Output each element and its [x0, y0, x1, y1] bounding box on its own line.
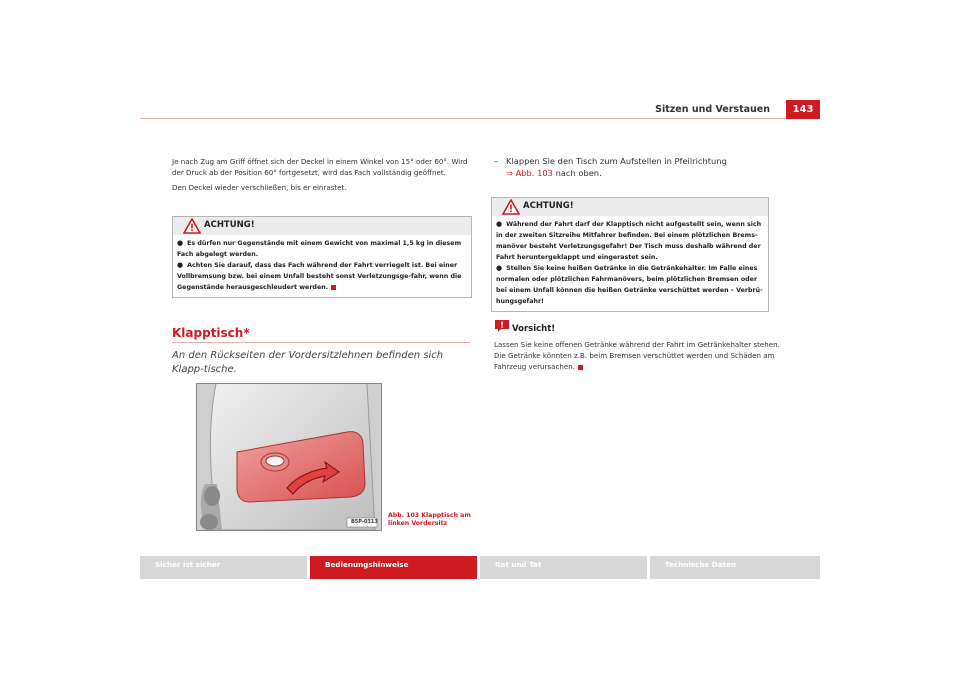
bullet-icon: ●: [177, 261, 184, 269]
warning-triangle-icon: [502, 199, 520, 215]
end-mark-icon: [331, 285, 336, 290]
section-title: Klapptisch*: [172, 326, 250, 340]
figure-code: B5P-0313: [351, 519, 378, 525]
warning-label: ACHTUNG!: [523, 201, 574, 211]
warning-item: ● Achten Sie darauf, dass das Fach während der Fahrt verriegelt ist. Bei einer Vollbremsung bzw. bei einem Unfall besteht sonst Verletzungsge-fahr, wenn die Gegenstände herausgeschleudert werden.: [177, 261, 462, 291]
intro-text: [172, 156, 470, 194]
figure-caption: Abb. 103 Klapptisch am linken Vordersitz: [388, 512, 471, 527]
warning-header: [173, 217, 471, 235]
bullet-icon: ●: [177, 239, 184, 247]
page-number: 143: [786, 100, 820, 119]
bullet-icon: ●: [496, 220, 503, 228]
warning-box: [172, 216, 472, 298]
section-rule: [172, 342, 470, 343]
instruction-step: [494, 155, 794, 179]
caution-label: Vorsicht!: [512, 324, 556, 334]
footer-tab-technik[interactable]: Technische Daten: [650, 556, 820, 579]
warning-box: [491, 197, 769, 312]
footer-tab-rat[interactable]: Rat und Tat: [480, 556, 647, 579]
section-intro: An den Rückseiten der Vordersitzlehnen befinden sich Klapp-tische.: [172, 350, 444, 375]
warning-triangle-icon: [183, 218, 201, 234]
header-rule: [140, 118, 820, 119]
warning-label: ACHTUNG!: [204, 220, 255, 230]
footer-tab-sicher[interactable]: Sicher ist sicher: [140, 556, 307, 579]
chapter-title: Sitzen und Verstauen: [655, 104, 770, 115]
figure-folding-table: [196, 383, 382, 531]
step-dash: –: [494, 156, 499, 166]
warning-item: ● Während der Fahrt darf der Klapptisch nicht aufgestellt sein, wenn sich in der zweiten Sitzreihe Mitfahrer befinden. Bei einem plötzlichen Brems-manöver besteht Verletzungsgefahr! Der Tisch muss deshalb während der Fahrt heruntergeklappt und eingerastet sein.: [496, 220, 762, 261]
paragraph: Je nach Zug am Griff öffnet sich der Deckel in einem Winkel von 15° oder 60°. Wird der Druck ab der Position 60° fortgesetzt, wird das Fach vollständig geöffnet.: [172, 157, 468, 178]
seat-table-illustration: [197, 384, 381, 530]
caution-text: Lassen Sie keine offenen Getränke während der Fahrt im Getränkehalter stehen. Die Getränke könnten z.B. beim Bremsen verschüttet werden und Schäden am Fahrzeug verursachen.: [494, 340, 780, 372]
step-text-tail: nach oben.: [555, 168, 602, 178]
end-mark-icon: [578, 365, 583, 370]
warning-item: ● Stellen Sie keine heißen Getränke in die Getränkehalter. Im Falle eines normalen oder plötzlichen Fahrmanövers, beim plötzlichen Bremsen oder bei einem Unfall können die heißen Getränke verschüttet werden – Verbrü-hungsgefahr!: [496, 264, 763, 305]
paragraph: Den Deckel wieder verschließen, bis er einrastet.: [172, 183, 347, 193]
figure-reference-link[interactable]: ⇒ Abb. 103: [506, 168, 553, 178]
step-text: Klappen Sie den Tisch zum Aufstellen in Pfeilrichtung: [506, 156, 727, 166]
footer-tab-bedienung[interactable]: Bedienungshinweise: [310, 556, 477, 579]
warning-item: ● Es dürfen nur Gegenstände mit einem Gewicht von maximal 1,5 kg in diesem Fach abgelegt werden.: [177, 239, 462, 258]
warning-header: [492, 198, 768, 216]
bullet-icon: ●: [496, 264, 503, 272]
caution-icon: [494, 318, 510, 337]
